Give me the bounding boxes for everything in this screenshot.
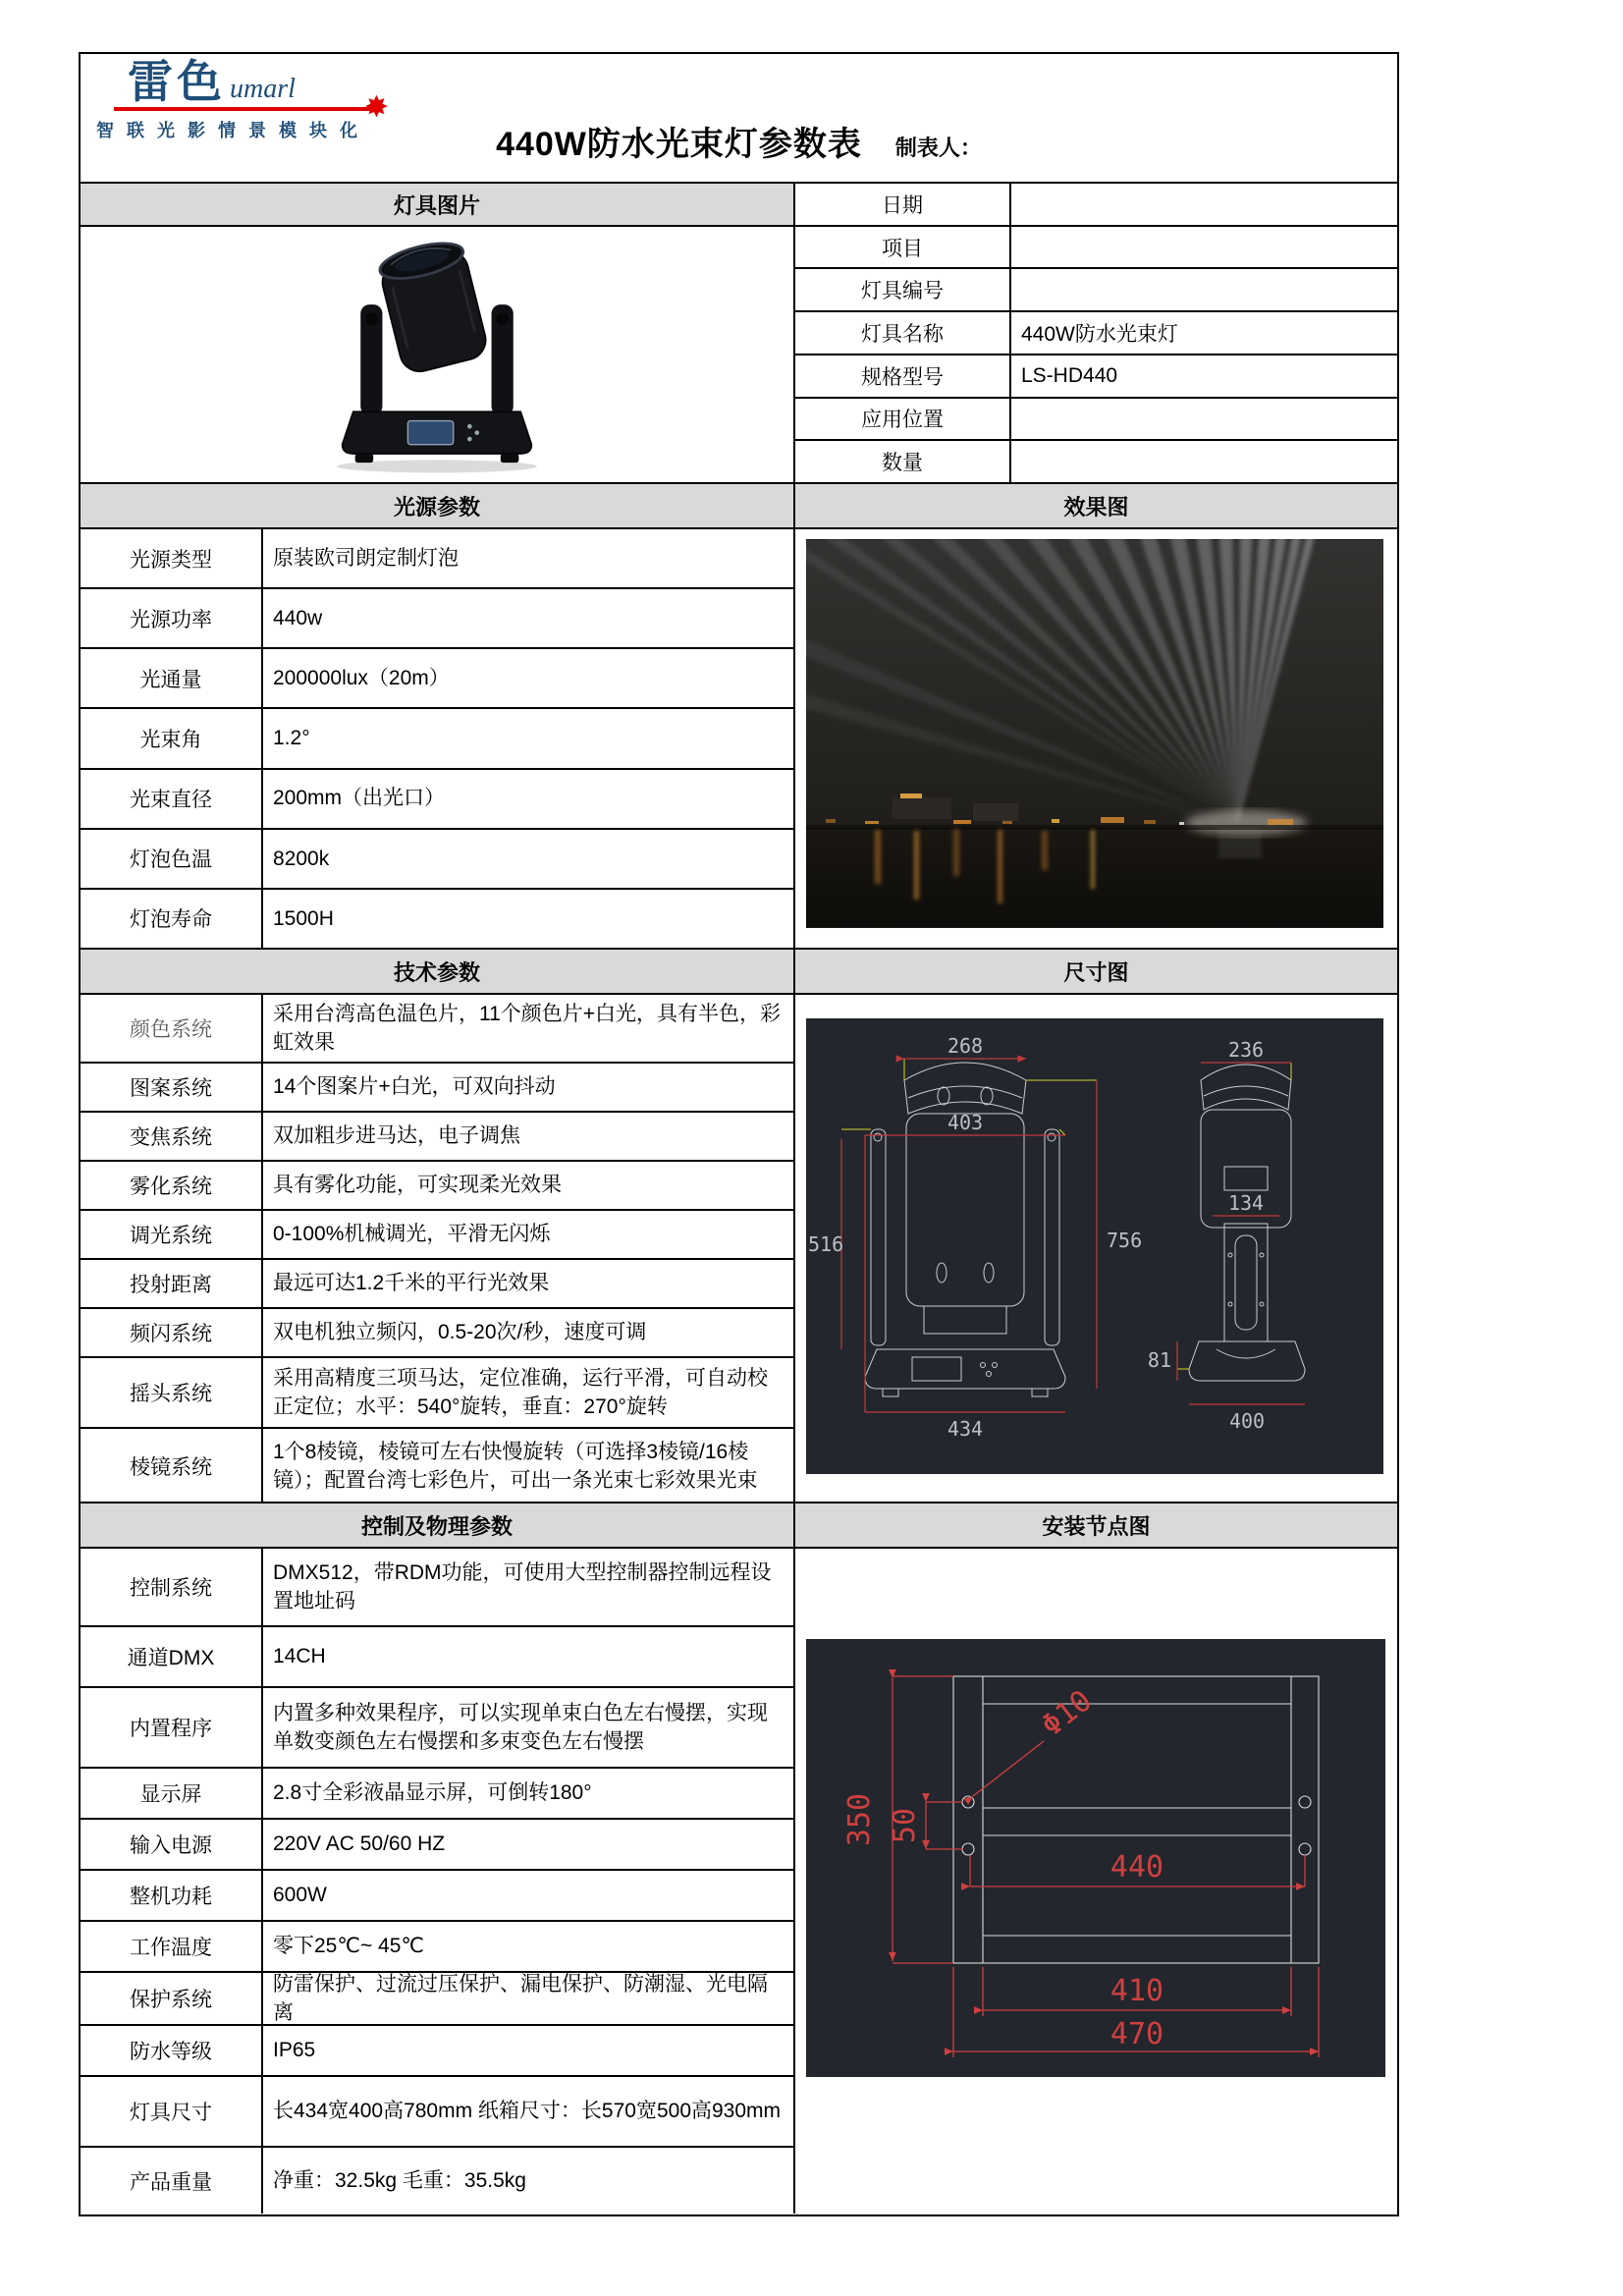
spec-label: 整机功耗 [81, 1871, 263, 1920]
dim-label: 268 [947, 1034, 984, 1058]
spec-value: 最远可达1.2千米的平行光效果 [273, 1272, 550, 1295]
spec-value: 双加粗步进马达，电子调焦 [273, 1124, 520, 1148]
info-value [1011, 441, 1397, 482]
brand-name-cn: 雷色 [128, 57, 226, 107]
info-label: 规格型号 [795, 355, 1011, 397]
info-value [1011, 227, 1397, 268]
table-row [81, 1211, 793, 1260]
table-row [81, 1820, 793, 1871]
spec-label: 灯具尺寸 [81, 2077, 263, 2146]
dim-label: 81 [1147, 1348, 1171, 1372]
spec-value: 采用高精度三项马达，定位准确，运行平滑，可自动校正定位；水平：540°旋转，垂直：270°旋转 [273, 1366, 768, 1418]
spec-label: 摇头系统 [81, 1358, 263, 1427]
table-row [81, 1871, 793, 1922]
table-row [81, 1113, 793, 1162]
info-table [795, 184, 1397, 482]
table-row [795, 184, 1397, 227]
spec-value: 具有雾化功能，可实现柔光效果 [273, 1174, 562, 1197]
dim-label: 440 [1109, 1850, 1164, 1885]
table-row [81, 1688, 793, 1769]
spec-label: 变焦系统 [81, 1113, 263, 1160]
section-header-control: 控制及物理参数 [81, 1503, 795, 1547]
effect-photo-drawing [806, 539, 1383, 928]
section-header-light-source: 光源参数 [81, 484, 795, 527]
table-row [795, 312, 1397, 355]
table-row [81, 1358, 793, 1429]
table-row [81, 1309, 793, 1358]
dim-label: 50 [888, 1807, 922, 1844]
spec-label: 光源功率 [81, 589, 263, 647]
table-row [81, 1627, 793, 1688]
table-row [81, 1064, 793, 1113]
spec-value: 8200k [273, 847, 330, 870]
spec-value: DMX512，带RDM功能，可使用大型控制器控制远程设置地址码 [273, 1560, 772, 1613]
spec-value: 零下25℃~ 45℃ [273, 1935, 424, 1958]
section-technical [81, 995, 1397, 1503]
table-row [795, 355, 1397, 399]
spec-label: 工作温度 [81, 1922, 263, 1971]
spec-value: 440w [273, 607, 323, 630]
table-row [81, 830, 793, 890]
table-row [81, 1922, 793, 1973]
spec-label: 保护系统 [81, 1973, 263, 2024]
info-value [1011, 399, 1397, 440]
dim-label: Φ10 [1035, 1683, 1099, 1744]
fixture-photo [81, 227, 793, 482]
spec-value: 1500H [273, 906, 334, 930]
section-header-installation: 安装节点图 [795, 1503, 1397, 1547]
dim-label: 516 [808, 1232, 844, 1256]
section-header-fixture-image: 灯具图片 [81, 184, 793, 227]
table-row [81, 1162, 793, 1211]
dimension-diagram [806, 1018, 1383, 1474]
table-row [81, 1769, 793, 1820]
installation-diagram [806, 1639, 1385, 2077]
table-row [81, 1429, 793, 1503]
spec-label: 调光系统 [81, 1211, 263, 1258]
spec-value: 200mm（出光口） [273, 787, 446, 810]
table-row [81, 995, 793, 1064]
dim-label: 410 [1109, 1974, 1164, 2008]
effect-photo [806, 539, 1383, 928]
dim-label: 403 [947, 1111, 984, 1134]
table-row [81, 1973, 793, 2026]
table-row [81, 529, 793, 589]
spec-value: 200000lux（20m） [273, 667, 450, 690]
table-row [81, 589, 793, 649]
section-header-technical: 技术参数 [81, 950, 795, 993]
table-row [81, 709, 793, 769]
spec-value: 原装欧司朗定制灯泡 [273, 546, 459, 570]
table-row [81, 770, 793, 830]
section-band [81, 1503, 1397, 1549]
dim-label: 470 [1109, 2017, 1164, 2051]
spec-value: 14CH [273, 1645, 326, 1668]
spec-value: 220V AC 50/60 HZ [273, 1832, 446, 1856]
spec-value: 双电机独立频闪，0.5-20次/秒，速度可调 [273, 1321, 647, 1344]
page-title: 440W防水光束灯参数表 [496, 126, 862, 163]
info-value [1011, 184, 1397, 225]
spec-label: 频闪系统 [81, 1309, 263, 1356]
info-label: 项目 [795, 227, 1011, 268]
table-row [81, 649, 793, 709]
table-row [795, 269, 1397, 312]
spec-label: 投射距离 [81, 1260, 263, 1307]
table-row [81, 890, 793, 948]
fixture-photo-drawing [290, 232, 584, 477]
spec-label: 颜色系统 [81, 995, 263, 1062]
spec-value: 1.2° [273, 727, 310, 750]
section-band [81, 484, 1397, 529]
spec-value: 长434宽400高780mm 纸箱尺寸：长570宽500高930mm [273, 2100, 782, 2123]
brand-slogan: 智联光影情景模块化 [96, 121, 370, 140]
spec-label: 通道DMX [81, 1627, 263, 1686]
spec-value: 净重：32.5kg 毛重：35.5kg [273, 2168, 526, 2192]
section-control [81, 1549, 1397, 2214]
spec-value: 1个8棱镜，棱镜可左右快慢旋转（可选择3棱镜/16棱镜）；配置台湾七彩色片，可出一条光束七彩效果光束 [273, 1440, 758, 1492]
table-row [81, 2026, 793, 2077]
info-label: 应用位置 [795, 399, 1011, 440]
star-burst-icon: ✸ [363, 91, 389, 124]
dim-label: 434 [947, 1417, 984, 1441]
section-header-dimensions: 尺寸图 [795, 950, 1397, 993]
spec-label: 光源类型 [81, 529, 263, 587]
spec-value: 2.8寸全彩液晶显示屏，可倒转180° [273, 1781, 592, 1805]
section-band [81, 950, 1397, 995]
info-label: 灯具名称 [795, 312, 1011, 354]
installation-diagram-drawing [806, 1639, 1385, 2077]
spec-value: 14个图案片+白光，可双向抖动 [273, 1075, 556, 1099]
dim-label: 756 [1107, 1229, 1143, 1252]
spec-label: 灯泡寿命 [81, 890, 263, 948]
spec-label: 光通量 [81, 649, 263, 707]
table-row [81, 2148, 793, 2214]
spec-label: 显示屏 [81, 1769, 263, 1818]
spec-value: IP65 [273, 2039, 316, 2062]
spec-label: 控制系统 [81, 1549, 263, 1625]
spec-value: 内置多种效果程序，可以实现单束白色左右慢摆，实现单数变颜色左右慢摆和多束变色左右慢摆 [273, 1701, 768, 1753]
info-label: 日期 [795, 184, 1011, 225]
dim-label: 350 [842, 1792, 877, 1847]
spec-value: 600W [273, 1884, 327, 1907]
spec-label: 灯泡色温 [81, 830, 263, 888]
section-fixture-info [81, 184, 1397, 484]
spec-label: 棱镜系统 [81, 1429, 263, 1503]
spec-label: 光束直径 [81, 770, 263, 828]
spec-label: 输入电源 [81, 1820, 263, 1869]
section-header-effect: 效果图 [795, 484, 1397, 527]
spec-value: 防雷保护、过流过压保护、漏电保护、防潮湿、光电隔离 [273, 1972, 768, 2024]
info-value: LS-HD440 [1021, 363, 1118, 387]
table-row [81, 1549, 793, 1627]
brand-underline [114, 91, 389, 124]
table-row [795, 227, 1397, 270]
info-label: 数量 [795, 441, 1011, 482]
info-label: 灯具编号 [795, 269, 1011, 310]
table-row [795, 399, 1397, 442]
dim-label: 134 [1227, 1191, 1265, 1215]
spec-label: 雾化系统 [81, 1162, 263, 1209]
spec-label: 内置程序 [81, 1688, 263, 1767]
brand-name-en: umarl [230, 74, 296, 105]
table-row [81, 2077, 793, 2148]
fixture-display-screen [407, 421, 453, 445]
info-value [1011, 269, 1397, 310]
spec-sheet-table [79, 52, 1399, 2216]
spec-label: 产品重量 [81, 2148, 263, 2214]
dimension-diagram-drawing [806, 1018, 1383, 1474]
dim-label: 236 [1227, 1038, 1265, 1062]
spec-label: 图案系统 [81, 1064, 263, 1111]
document-header [81, 54, 1397, 184]
spec-value: 采用台湾高色温色片，11个颜色片+白光，具有半色，彩虹效果 [273, 1002, 782, 1054]
section-light-source [81, 529, 1397, 950]
dim-label: 400 [1228, 1409, 1266, 1433]
maker-label: 制表人： [894, 136, 982, 160]
table-row [795, 441, 1397, 482]
spec-label: 防水等级 [81, 2026, 263, 2075]
info-value: 440W防水光束灯 [1021, 323, 1178, 347]
table-row [81, 1260, 793, 1309]
spec-value: 0-100%机械调光，平滑无闪烁 [273, 1223, 551, 1246]
spec-label: 光束角 [81, 709, 263, 767]
